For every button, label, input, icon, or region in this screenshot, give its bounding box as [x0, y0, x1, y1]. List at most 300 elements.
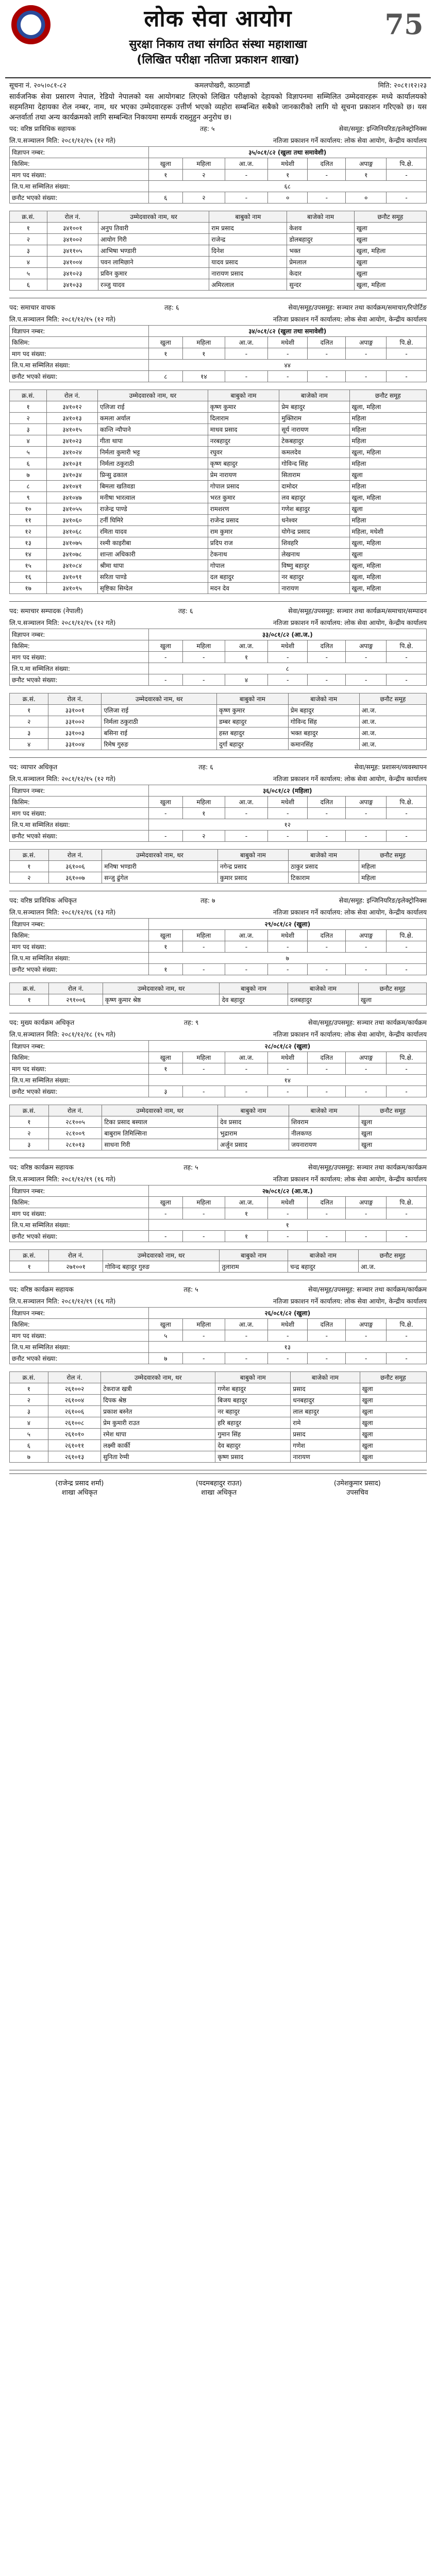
seat-count: -	[346, 941, 387, 953]
exam-date: लि.प.सञ्चालन मिति: २०८१/१२/१५ (१२ गते)	[9, 775, 116, 783]
table-cell: ३४१०८४	[47, 560, 98, 571]
table-cell: बिजय बहादुर	[215, 1395, 291, 1406]
table-cell: ३४१०२४	[47, 447, 98, 458]
table-cell: २७१००१	[49, 1261, 103, 1273]
passed-count: -	[387, 964, 427, 975]
table-cell: एलिजा राई	[97, 401, 208, 413]
column-header: उम्मेदवारको नाम, थर	[103, 1250, 219, 1261]
results-header	[10, 390, 427, 401]
table-row	[10, 560, 427, 571]
summary-row	[10, 1219, 427, 1231]
table-cell: खुला	[359, 1128, 427, 1139]
summary-row	[10, 1208, 427, 1219]
table-cell: रञ्जु यादव	[98, 279, 209, 291]
exam-date: लि.प.सञ्चालन मिति: २०८१/१२/१५ (१२ गते)	[9, 315, 116, 323]
service-group: सेवा/समूह: प्रशासन/व्यवस्थापन	[354, 763, 427, 771]
post-name: पद: व्यापार अधिकृत	[9, 763, 58, 771]
category-header: आ.ज.	[225, 1052, 268, 1063]
passed-label: छनौट भएको संख्या:	[10, 1353, 149, 1364]
table-cell: खुला	[360, 1451, 426, 1463]
table-cell: टेकबहादुर	[279, 435, 349, 447]
category-header: आ.ज.	[225, 930, 268, 941]
total-label: लि.प.मा सम्मिलित संख्या:	[10, 819, 149, 831]
result-office: नतिजा प्रकाशन गर्ने कार्यालय: लोक सेवा आयोग, केन्द्रीय कार्यालय	[273, 775, 427, 783]
passed-count: -	[387, 371, 427, 382]
section-info-line	[9, 1173, 427, 1185]
summary-table	[9, 1040, 427, 1097]
post-level: तह: ७	[200, 896, 215, 904]
table-cell: पवन लामिछाने	[98, 257, 209, 268]
adv-number: ३३/०८१/८२ (आ.ज.)	[148, 629, 426, 640]
spacer	[9, 750, 427, 757]
seat-count: -	[308, 1330, 346, 1342]
total-label: लि.प.मा सम्मिलित संख्या:	[10, 360, 149, 371]
passed-count: -	[308, 831, 346, 842]
column-header: उम्मेदवारको नाम, थर	[102, 850, 217, 861]
table-cell: नरबहादुर	[208, 435, 279, 447]
table-cell: रमिता यादव	[97, 526, 208, 537]
summary-row	[10, 1185, 427, 1197]
page-header	[5, 0, 431, 78]
result-office: नतिजा प्रकाशन गर्ने कार्यालय: लोक सेवा आयोग, केन्द्रीय कार्यालय	[273, 1030, 427, 1038]
table-cell: सुन्दर	[287, 279, 354, 291]
summary-table	[9, 1307, 427, 1364]
table-row	[10, 268, 427, 279]
seat-count: -	[183, 1330, 225, 1342]
table-cell: १	[10, 1261, 49, 1273]
signature-block	[334, 1478, 381, 1497]
summary-row	[10, 1319, 427, 1330]
table-cell: मनिषा भण्डारी	[102, 861, 217, 872]
adv-number: ३४/०८१/८२ (खुला तथा समावेशी)	[148, 326, 426, 337]
table-cell: टिकाराम	[289, 872, 359, 884]
table-cell: २९१००६	[49, 994, 103, 1006]
category-header: खुला	[148, 1319, 182, 1330]
seat-count: -	[387, 808, 427, 819]
section-info-line	[9, 134, 427, 146]
table-cell: खुला, महिला	[349, 537, 427, 549]
seat-count: -	[268, 808, 308, 819]
category-header: दलित	[308, 640, 346, 652]
summary-row	[10, 1086, 427, 1097]
table-row	[10, 492, 427, 503]
spacer	[9, 1006, 427, 1013]
total-count: १४	[148, 1075, 426, 1086]
exam-date: लि.प.सञ्चालन मिति: २०८१/१२/१५ (१२ गते)	[9, 137, 116, 144]
category-header: पि.क्षे.	[387, 930, 427, 941]
category-header: दलित	[308, 1197, 346, 1208]
table-cell: ३	[10, 424, 47, 435]
page-subtitle: सुरक्षा निकाय तथा संगठित संस्था महाशाखा	[129, 38, 307, 51]
passed-label: छनौट भएको संख्या:	[10, 1231, 149, 1242]
seats-label: माग पद संख्या:	[10, 1063, 149, 1075]
spacer	[9, 1242, 427, 1249]
category-header: खुला	[148, 1052, 182, 1063]
table-cell: आ.ज.	[359, 727, 426, 739]
table-cell: खुला	[360, 1395, 426, 1406]
passed-count: ६	[148, 192, 182, 204]
exam-date: लि.प.सञ्चालन मिति: २०८१/१२/१९ (१६ गते)	[9, 1175, 116, 1183]
total-count: ४४	[148, 360, 426, 371]
table-cell: राम कुमार	[208, 526, 279, 537]
adv-number: २६/०८१/८२ (खुला)	[148, 1308, 426, 1319]
table-cell: ७	[10, 1451, 48, 1463]
column-header: रोल नं.	[49, 983, 103, 994]
summary-row	[10, 326, 427, 337]
summary-row	[10, 1041, 427, 1052]
signatures	[9, 1478, 427, 1497]
table-cell: २६१००६	[48, 1406, 100, 1417]
column-header: छनौट समूह	[349, 390, 427, 401]
table-cell: धनेश्वर	[279, 515, 349, 526]
post-level: तह: ५	[183, 1163, 198, 1171]
table-cell: २८१००५	[48, 1116, 102, 1128]
spacer	[9, 1150, 427, 1158]
passed-count: -	[346, 1353, 387, 1364]
table-cell: ३४१०५५	[47, 503, 98, 515]
result-section	[9, 1016, 427, 1158]
column-header: रोल नं.	[48, 693, 102, 705]
table-cell: २६१०११	[48, 1440, 100, 1451]
passed-count: -	[346, 1086, 387, 1097]
table-cell: महिला	[359, 861, 427, 872]
passed-count: -	[225, 1086, 268, 1097]
column-header: छनौट समूह	[354, 211, 426, 223]
table-cell: खुला	[349, 469, 427, 481]
category-header: मधेशी	[268, 1197, 308, 1208]
table-cell: रिमेष गुरुङ	[102, 739, 217, 750]
passed-count: -	[308, 371, 346, 382]
result-section	[9, 761, 427, 891]
seats-label: माग पद संख्या:	[10, 941, 149, 953]
spacer	[9, 204, 427, 211]
result-section	[9, 1161, 427, 1280]
seat-count: -	[183, 1208, 225, 1219]
table-row	[10, 571, 427, 583]
table-cell: रघुवर	[208, 447, 279, 458]
table-cell: ४	[10, 1417, 48, 1429]
post-level: तह: ६	[178, 607, 193, 615]
column-header: उम्मेदवारको नाम, थर	[101, 1372, 215, 1383]
table-cell: २	[10, 1128, 49, 1139]
summary-row	[10, 785, 427, 796]
column-header: बाबुको नाम	[220, 1250, 288, 1261]
results-table	[9, 693, 427, 750]
table-cell: महिला	[349, 458, 427, 469]
adv-number: ३५/०८१/८२ (खुला तथा समावेशी)	[148, 147, 426, 158]
seats-label: माग पद संख्या:	[10, 652, 149, 663]
result-office: नतिजा प्रकाशन गर्ने कार्यालय: लोक सेवा आयोग, केन्द्रीय कार्यालय	[273, 1297, 427, 1305]
column-header: क्र.सं.	[10, 850, 49, 861]
category-header: मधेशी	[268, 158, 308, 170]
summary-row	[10, 808, 427, 819]
table-row	[10, 234, 427, 245]
table-cell: खुला, महिला	[349, 571, 427, 583]
table-cell: नर बहादुर	[279, 571, 349, 583]
passed-count: -	[346, 831, 387, 842]
table-cell: शिवराम	[289, 1116, 359, 1128]
spacer	[9, 975, 427, 982]
summary-row	[10, 674, 427, 686]
passed-count: १४	[183, 371, 225, 382]
post-name: पद: वरिष्ठ कार्यक्रम सहायक	[9, 1163, 74, 1171]
total-count: १	[148, 1219, 426, 1231]
column-header: उम्मेदवारको नाम, थर	[98, 211, 209, 223]
summary-row	[10, 158, 427, 170]
table-cell: ३४१०९५	[47, 583, 98, 594]
table-cell: २	[10, 872, 49, 884]
adv-label: विज्ञापन नम्बर:	[10, 1308, 149, 1319]
table-row	[10, 727, 427, 739]
seat-count: -	[225, 348, 268, 360]
total-count: १२	[148, 819, 426, 831]
category-header: दलित	[308, 1319, 346, 1330]
table-cell: ३३१००४	[48, 739, 102, 750]
seat-count: -	[308, 1208, 346, 1219]
group-label: किसिम:	[10, 1197, 149, 1208]
table-cell: टेकराज खत्री	[101, 1383, 215, 1395]
table-cell: प्रदिप राज	[208, 537, 279, 549]
table-row	[10, 583, 427, 594]
table-cell: ३४१००४	[47, 257, 98, 268]
table-cell: निर्मला ठकुराठी	[102, 716, 217, 727]
category-header: मधेशी	[268, 1052, 308, 1063]
passed-count: -	[148, 674, 182, 686]
passed-count: -	[225, 192, 268, 204]
table-row	[10, 1451, 427, 1463]
result-office: नतिजा प्रकाशन गर्ने कार्यालय: लोक सेवा आयोग, केन्द्रीय कार्यालय	[273, 315, 427, 323]
table-cell: कृष्ण कुमार	[208, 401, 279, 413]
seat-count: १	[183, 348, 225, 360]
column-header: बाबुको नाम	[215, 1372, 291, 1383]
table-cell: दिनेश	[209, 245, 287, 257]
category-header: अपाङ्ग	[346, 640, 387, 652]
table-cell: ठाकुर प्रसाद	[289, 861, 359, 872]
category-header: दलित	[308, 158, 346, 170]
adv-label: विज्ञापन नम्बर:	[10, 326, 149, 337]
table-row	[10, 1116, 427, 1128]
table-row	[10, 1429, 427, 1440]
spacer	[9, 686, 427, 693]
adv-label: विज्ञापन नम्बर:	[10, 785, 149, 796]
table-row	[10, 526, 427, 537]
post-level: तह: ५	[183, 1285, 198, 1293]
table-cell: प्रकाश बस्नेत	[101, 1406, 215, 1417]
results-header	[10, 1250, 427, 1261]
table-cell: खुला	[354, 268, 426, 279]
table-cell: मदन देव	[208, 583, 279, 594]
table-cell: १०	[10, 503, 47, 515]
column-header: क्र.सं.	[10, 211, 47, 223]
table-cell: प्रेम बहादुर	[288, 705, 359, 716]
section-info-line	[9, 1016, 427, 1028]
section-info-line	[9, 617, 427, 629]
section-info-line	[9, 605, 427, 617]
table-cell: रामशरण	[208, 503, 279, 515]
table-cell: गोपाल	[208, 560, 279, 571]
seat-count: -	[346, 1063, 387, 1075]
passed-count: -	[268, 371, 308, 382]
table-cell: राजेन्द्र	[209, 234, 287, 245]
column-header: बाबुको नाम	[217, 1105, 289, 1116]
passed-count: -	[308, 964, 346, 975]
table-row	[10, 515, 427, 526]
passed-count: -	[308, 1086, 346, 1097]
passed-count: -	[387, 192, 427, 204]
table-row	[10, 245, 427, 257]
table-row	[10, 413, 427, 424]
table-cell: ३३१००२	[48, 716, 102, 727]
seat-count: -	[387, 941, 427, 953]
table-cell: लक्ष्मी कार्की	[101, 1440, 215, 1451]
seat-count: १	[268, 170, 308, 181]
table-cell: भक्त	[287, 245, 354, 257]
column-header: बाबुको नाम	[220, 983, 288, 994]
table-cell: सृष्टिका सिग्देल	[97, 583, 208, 594]
table-cell: ३४१०१५	[47, 424, 98, 435]
table-row	[10, 1406, 427, 1417]
table-row	[10, 1383, 427, 1395]
table-cell: ३४१०३४	[47, 469, 98, 481]
table-row	[10, 861, 427, 872]
column-header: बाजेको नाम	[288, 1250, 358, 1261]
table-cell: ३४१०६८	[47, 526, 98, 537]
anniversary-logo	[383, 4, 425, 44]
category-header: पि.क्षे.	[387, 337, 427, 348]
column-header: क्र.सं.	[10, 390, 47, 401]
anniversary-number: 75	[384, 8, 424, 41]
section-info-line	[9, 1295, 427, 1307]
table-cell: गोविन्द सिंह	[279, 458, 349, 469]
summary-row	[10, 371, 427, 382]
summary-row	[10, 147, 427, 158]
table-cell: गुमान सिंह	[215, 1429, 291, 1440]
table-cell: १५	[10, 560, 47, 571]
summary-row	[10, 831, 427, 842]
passed-count: २	[183, 831, 225, 842]
table-cell: ३४१०७८	[47, 549, 98, 560]
spacer	[9, 1463, 427, 1470]
table-cell: प्रसाद	[291, 1383, 360, 1395]
category-header: महिला	[183, 796, 225, 808]
table-cell: ४	[10, 739, 48, 750]
seat-count: १	[148, 941, 182, 953]
table-cell: आ.ज.	[359, 705, 426, 716]
seat-count: -	[387, 652, 427, 663]
total-count: ६८	[148, 181, 426, 192]
category-header: मधेशी	[268, 337, 308, 348]
table-cell: खुला	[359, 1139, 427, 1150]
result-section	[9, 894, 427, 1013]
table-row	[10, 739, 427, 750]
passed-label: छनौट भएको संख्या:	[10, 192, 149, 204]
passed-count: -	[268, 1231, 308, 1242]
column-header: उम्मेदवारको नाम, थर	[103, 983, 219, 994]
table-row	[10, 1139, 427, 1150]
summary-row	[10, 192, 427, 204]
table-cell: निर्मला कुमारी भट्ट	[97, 447, 208, 458]
seat-count: -	[346, 348, 387, 360]
table-cell: १	[10, 994, 49, 1006]
spacer	[9, 884, 427, 891]
table-cell: ३४१०१३	[47, 413, 98, 424]
summary-row	[10, 964, 427, 975]
table-cell: नर बहादुर	[215, 1406, 291, 1417]
seat-count: -	[308, 1063, 346, 1075]
seat-count: २	[183, 170, 225, 181]
results-table	[9, 982, 427, 1006]
table-cell: आभिषा भण्डारी	[98, 245, 209, 257]
table-cell: २	[10, 234, 47, 245]
table-cell: ३४१०६०	[47, 515, 98, 526]
table-cell: भुद्राराम	[217, 1128, 289, 1139]
exam-date: लि.प.सञ्चालन मिति: २०८१/१२/१६ (१३ गते)	[9, 908, 116, 916]
adv-number: ३६/०८१/८२ (महिला)	[148, 785, 426, 796]
seat-count: -	[268, 652, 308, 663]
seat-count: -	[387, 348, 427, 360]
table-cell: प्रसाद	[291, 1429, 360, 1440]
category-header: दलित	[308, 930, 346, 941]
divider	[9, 1473, 427, 1474]
table-cell: कृष्ण प्रसाद	[215, 1451, 291, 1463]
page-title: लोक सेवा आयोग	[144, 6, 292, 32]
results-header	[10, 693, 427, 705]
table-cell: बसिना राई	[102, 727, 217, 739]
passed-count: -	[225, 1353, 268, 1364]
table-row	[10, 435, 427, 447]
passed-count: -	[308, 192, 346, 204]
section-divider	[9, 757, 427, 758]
table-row	[10, 537, 427, 549]
column-header: छनौट समूह	[359, 1105, 427, 1116]
spacer	[9, 291, 427, 298]
table-cell: टर्नी घिमिरे	[97, 515, 208, 526]
table-cell: ३	[10, 1139, 49, 1150]
passed-label: छनौट भएको संख्या:	[10, 674, 149, 686]
post-name: पद: मुख्य कार्यक्रम अधिकृत	[9, 1019, 75, 1026]
seat-count: -	[268, 348, 308, 360]
table-cell: २६१००२	[48, 1383, 100, 1395]
results-table	[9, 1105, 427, 1150]
table-cell: प्रेम बहादुर	[279, 401, 349, 413]
spacer	[9, 594, 427, 601]
table-cell: २६१००४	[48, 1395, 100, 1406]
column-header: उम्मेदवारको नाम, थर	[102, 693, 217, 705]
meta-row	[9, 80, 427, 90]
passed-count: -	[346, 1231, 387, 1242]
passed-count: -	[225, 964, 268, 975]
total-label: लि.प.मा सम्मिलित संख्या:	[10, 1219, 149, 1231]
summary-table	[9, 1185, 427, 1242]
table-cell: विष्णु बहादुर	[279, 560, 349, 571]
seat-count: ५	[148, 1330, 182, 1342]
seat-count: -	[183, 941, 225, 953]
passed-count: -	[346, 371, 387, 382]
seat-count: -	[346, 1208, 387, 1219]
post-level: तह: ९	[183, 1019, 199, 1026]
table-cell: सरिता पाण्डे	[97, 571, 208, 583]
column-header: उम्मेदवारको नाम, थर	[97, 390, 208, 401]
post-name: पद: समाचार वाचक	[9, 303, 56, 311]
table-cell: महिला, मधेशी	[349, 526, 427, 537]
table-cell: तुलाराम	[220, 1261, 288, 1273]
table-cell: खुला	[360, 1383, 426, 1395]
table-cell: कृष्ण कुमार	[217, 705, 289, 716]
category-header: मधेशी	[268, 796, 308, 808]
passed-count: -	[268, 674, 308, 686]
summary-row	[10, 1231, 427, 1242]
column-header: रोल नं.	[49, 1250, 103, 1261]
